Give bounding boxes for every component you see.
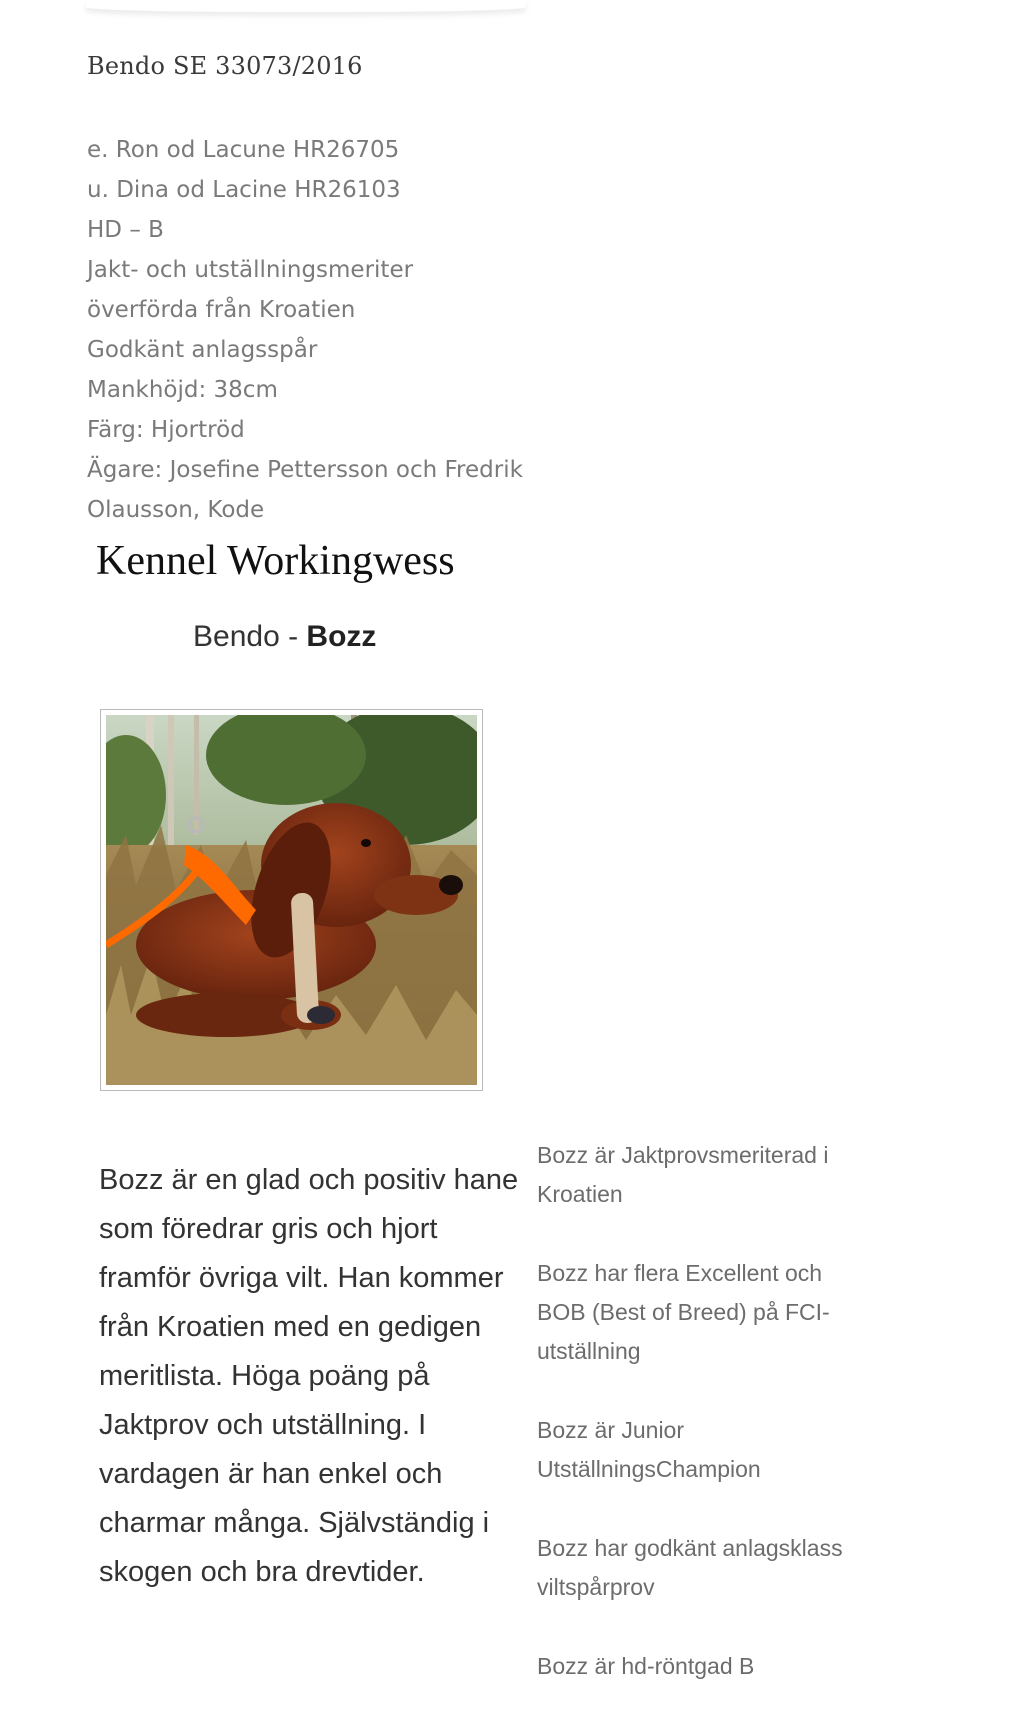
kennel-title: Kennel Workingwess [96, 538, 455, 584]
dog-call-name: Bozz [306, 620, 377, 653]
info-tracking: Godkänt anlagsspår [87, 337, 318, 363]
info-merits-line1: Jakt- och utställningsmeriter [87, 257, 414, 283]
dog-photo [106, 715, 477, 1085]
info-color: Färg: Hjortröd [87, 417, 245, 443]
info-owner-line2: Olausson, Kode [87, 497, 265, 523]
info-dam: u. Dina od Lacine HR26103 [87, 177, 401, 203]
merit-item: Bozz är Jaktprovsmeriterad i Kroatien [537, 1142, 829, 1207]
info-sire: e. Ron od Lacune HR26705 [87, 137, 400, 163]
merit-item: Bozz har godkänt anlagsklass viltspårprov [537, 1535, 843, 1600]
info-height: Mankhöjd: 38cm [87, 377, 278, 403]
merit-item: Bozz har flera Excellent och BOB (Best of Breed) på FCI-utställning [537, 1260, 830, 1364]
dog-registered-name: Bendo [193, 620, 280, 653]
merit-item: Bozz är hd-röntgad B [537, 1653, 755, 1679]
info-merits-line2: överförda från Kroatien [87, 297, 356, 323]
top-card-edge [86, 0, 526, 12]
dog-photo-frame[interactable] [100, 709, 483, 1091]
registration-heading: Bendo SE 33073/2016 [87, 52, 363, 80]
info-owner-line1: Ägare: Josefine Pettersson och Fredrik [87, 457, 523, 483]
dog-description: Bozz är en glad och positiv hane som föredrar gris och hjort framför övriga vilt. Han kommer från Kroatien med en gedigen meritlista. Höga poäng på Jaktprov och utställning. I vardagen är han enkel och charmar många. Självständig i skogen och bra drevtider. [99, 1164, 519, 1588]
info-hd: HD – B [87, 217, 164, 243]
dog-name-heading [193, 620, 376, 654]
merit-item: Bozz är Junior UtställningsChampion [537, 1417, 761, 1482]
pedigree-info-list [87, 130, 557, 530]
dog-name-separator: - [279, 620, 307, 653]
merits-list [537, 1136, 857, 1726]
